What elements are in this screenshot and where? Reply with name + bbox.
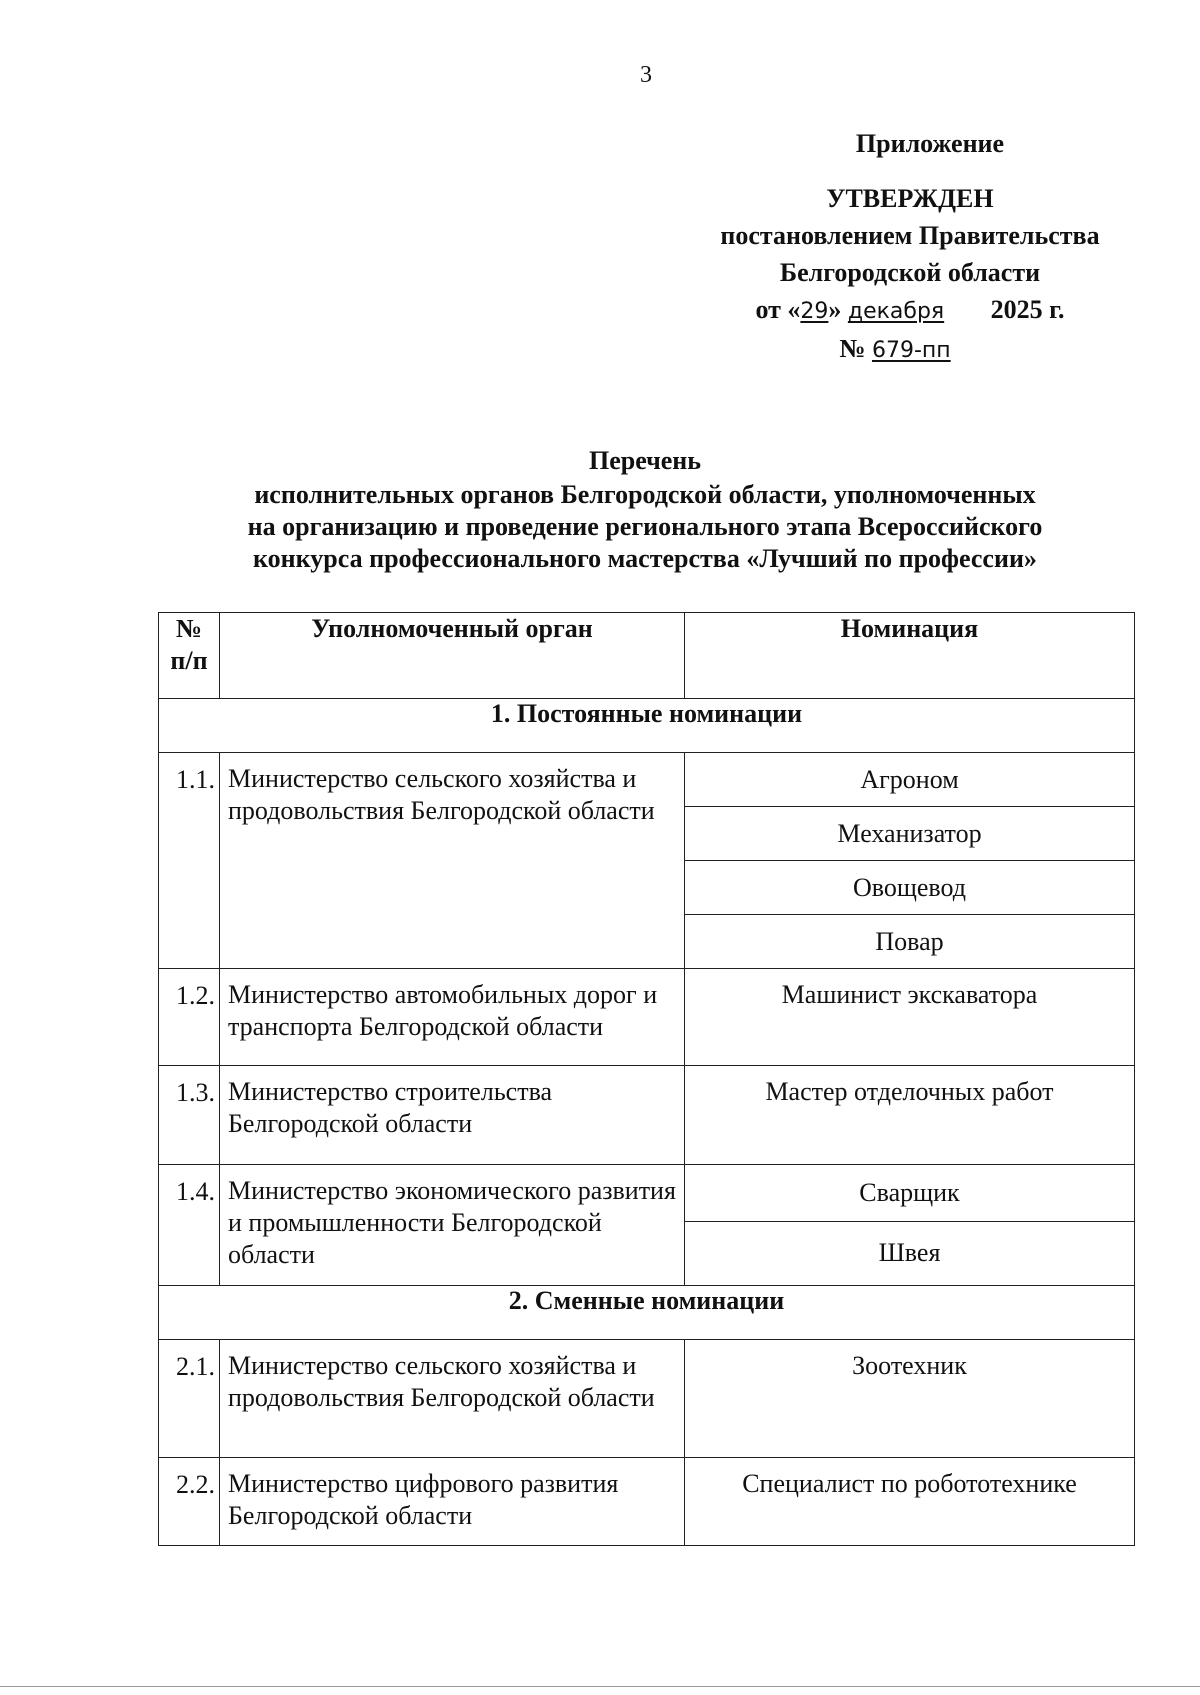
nomination-cell: Швея <box>685 1221 1135 1285</box>
row-number: 1.1. <box>159 753 220 969</box>
row-org: Министерство строительства Белгородской области <box>220 1066 685 1165</box>
nomination-cell: Мастер отделочных работ <box>685 1066 1135 1165</box>
date-year: 2025 г. <box>990 295 1065 324</box>
table-row <box>159 753 1135 807</box>
nomination-cell: Специалист по робототехнике <box>685 1458 1135 1546</box>
approval-block <box>680 125 1140 369</box>
table-row <box>159 1458 1135 1546</box>
row-number: 1.3. <box>159 1066 220 1165</box>
row-org: Министерство автомобильных дорог и транспорта Белгородской области <box>220 969 685 1066</box>
table-row <box>159 1340 1135 1458</box>
table-row <box>159 969 1135 1066</box>
row-number: 2.2. <box>159 1458 220 1546</box>
date-day: 29 <box>800 299 829 324</box>
approved-label: УТВЕРЖДЕН <box>826 184 994 213</box>
approval-number <box>650 330 1140 369</box>
section-row <box>159 1286 1135 1340</box>
section-title: 2. Сменные номинации <box>159 1286 1135 1340</box>
nomination-cell: Агроном <box>685 753 1135 807</box>
nomination-cell: Машинист экскаватора <box>685 969 1135 1066</box>
table-row <box>159 1066 1135 1165</box>
header-number: № п/п <box>159 613 220 699</box>
document-title <box>160 445 1130 575</box>
date-mid: » <box>828 295 842 324</box>
title-line1: исполнительных органов Белгородской области, уполномоченных <box>254 480 1036 509</box>
decree-number: 679-пп <box>871 338 951 363</box>
row-org: Министерство цифрового развития Белгородской области <box>220 1458 685 1546</box>
header-nomination: Номинация <box>685 613 1135 699</box>
row-org: Министерство экономического развития и промышленности Белгородской области <box>220 1165 685 1286</box>
nomination-cell: Повар <box>685 915 1135 969</box>
row-number: 1.2. <box>159 969 220 1066</box>
section-row <box>159 699 1135 753</box>
nomination-cell: Овощевод <box>685 861 1135 915</box>
title-line3: конкурса профессионального мастерства «Лучший по профессии» <box>253 544 1037 573</box>
bodies-table <box>158 612 1135 1546</box>
table-row <box>159 1165 1135 1222</box>
row-number: 2.1. <box>159 1340 220 1458</box>
header-org: Уполномоченный орган <box>220 613 685 699</box>
nomination-cell: Зоотехник <box>685 1340 1135 1458</box>
nomination-cell: Механизатор <box>685 807 1135 861</box>
section-title: 1. Постоянные номинации <box>159 699 1135 753</box>
approved-by-line1: постановлением Правительства <box>720 221 1100 250</box>
appendix-label: Приложение <box>855 129 1005 158</box>
date-prefix: от « <box>755 295 801 324</box>
approval-date <box>680 291 1140 330</box>
number-prefix: № <box>839 334 866 363</box>
scan-edge-line <box>0 1686 1200 1687</box>
table-header-row <box>159 613 1135 699</box>
page-number: 3 <box>640 62 652 88</box>
row-org: Министерство сельского хозяйства и продовольствия Белгородской области <box>220 1340 685 1458</box>
title-head: Перечень <box>588 446 702 475</box>
date-month: декабря <box>847 299 945 324</box>
nomination-cell: Сварщик <box>685 1165 1135 1222</box>
approved-by-line2: Белгородской области <box>779 258 1041 287</box>
title-line2: на организацию и проведение регионального этапа Всероссийского <box>247 512 1043 541</box>
row-number: 1.4. <box>159 1165 220 1286</box>
row-org: Министерство сельского хозяйства и продовольствия Белгородской области <box>220 753 685 969</box>
